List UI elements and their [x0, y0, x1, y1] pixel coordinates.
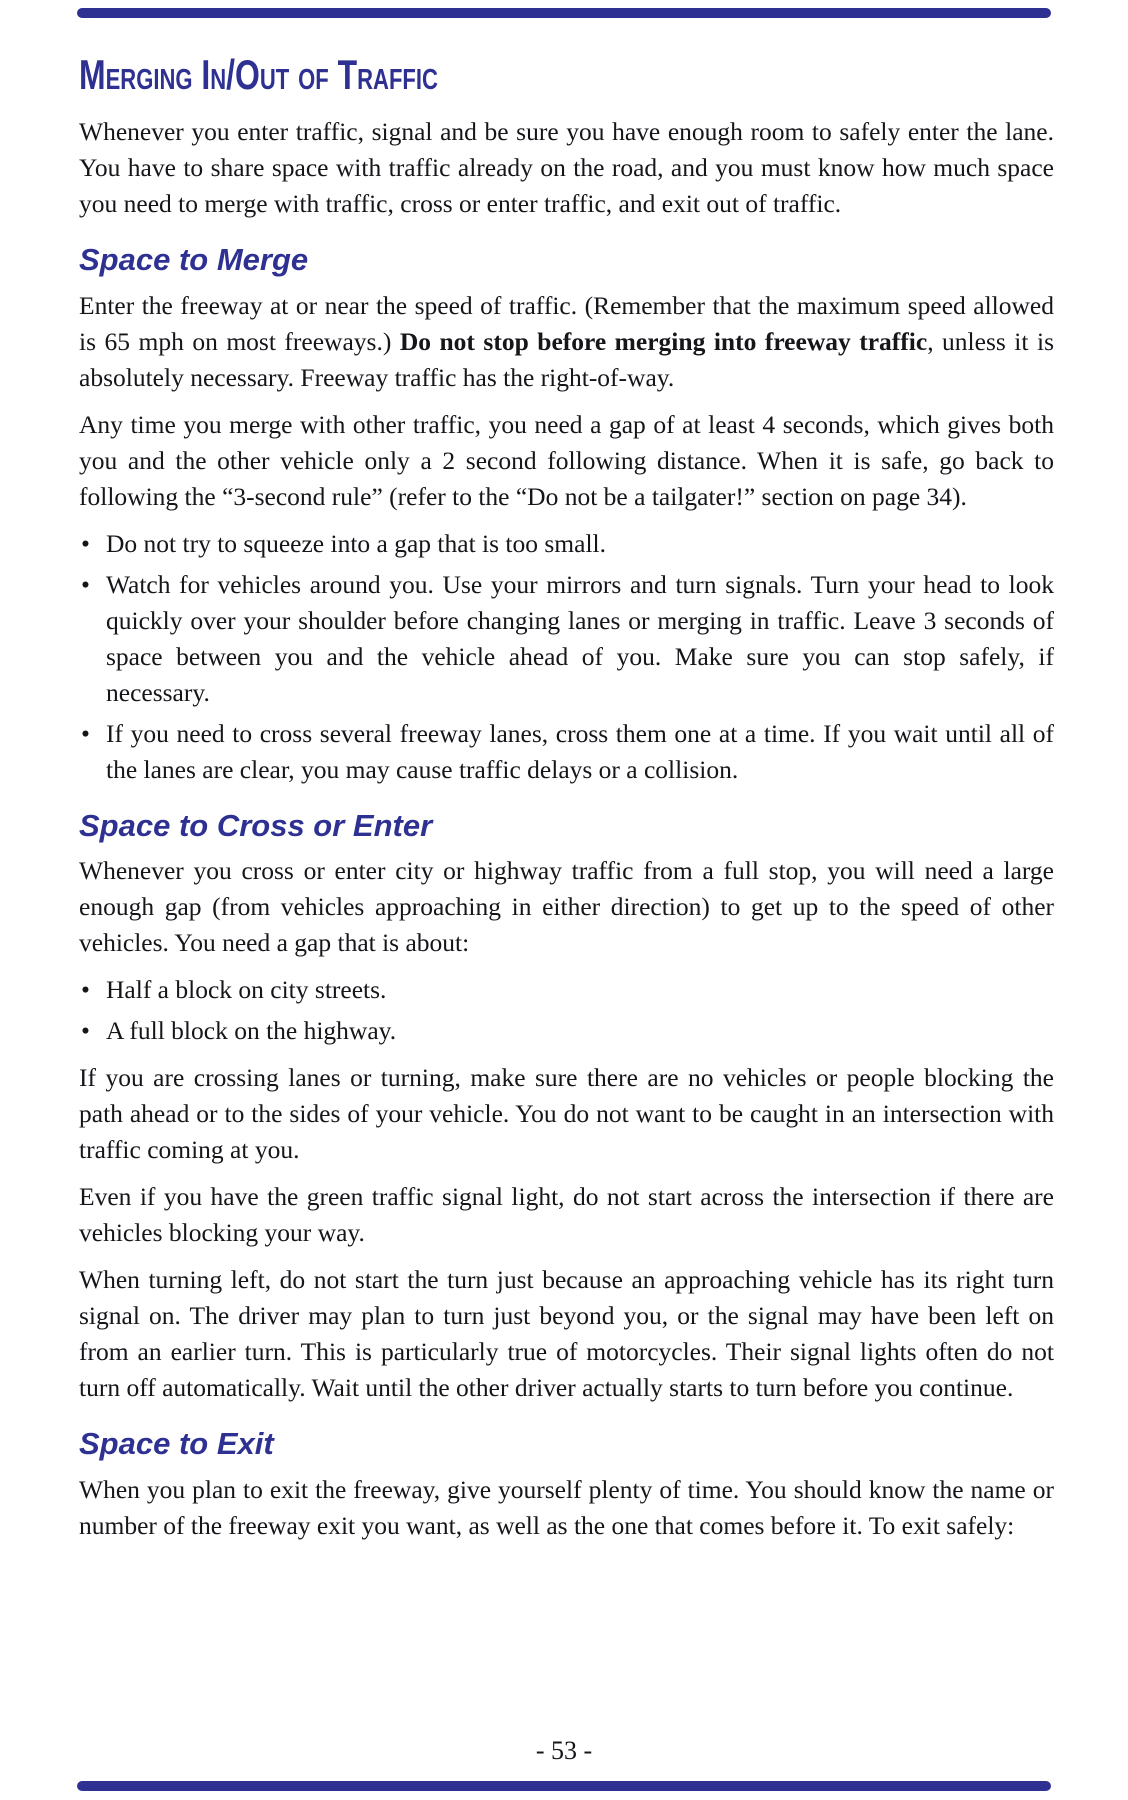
bullet-item: • A full block on the highway.: [79, 1013, 1054, 1049]
intro-paragraph: Whenever you enter traffic, signal and be sure you have enough room to safely enter the lane. You have to share space with traffic already on the road, and you must know how much space you need to merge with traffic, cross or enter traffic, and exit out of traffic.: [79, 117, 1054, 219]
bottom-border-bar: [77, 1781, 1051, 1791]
cross-bullet-list: [79, 972, 1054, 1049]
top-border-bar: [77, 8, 1051, 18]
cross-paragraph-4: When turning left, do not start the turn just because an approaching vehicle has its right turn signal on. The driver may plan to turn just beyond you, or the signal may have been left on from an earlier turn. This is particularly true of motorcycles. Their signal lights often do not turn off automatically. Wait until the other driver actually starts to turn before you continue.: [79, 1265, 1054, 1403]
cross-paragraph-2: If you are crossing lanes or turning, make sure there are no vehicles or people blocking the path ahead or to the sides of your vehicle. You do not want to be caught in an intersection with traffic coming at you.: [79, 1063, 1054, 1165]
bullet-item: • Watch for vehicles around you. Use your mirrors and turn signals. Turn your head to look quickly over your shoulder before changing lanes or merging in traffic. Leave 3 seconds of space between you and the vehicle ahead of you. Make sure you can stop safely, if necessary.: [79, 567, 1054, 711]
bullet-item: • Half a block on city streets.: [79, 972, 1054, 1008]
merge-paragraph-2: Any time you merge with other traffic, you need a gap of at least 4 seconds, which gives both you and the other vehicle only a 2 second following distance. When it is safe, go back to following the “3-second rule” (refer to the “Do not be a tailgater!” section on page 34).: [79, 409, 1054, 511]
page-content: [79, 52, 1054, 1555]
page-title: Merging In/Out of Traffic: [79, 51, 438, 98]
bullet-item: • Do not try to squeeze into a gap that is too small.: [79, 526, 1054, 562]
section-heading-space-to-exit: Space to Exit: [79, 1426, 274, 1462]
cross-paragraph-1: Whenever you cross or enter city or highway traffic from a full stop, you will need a large enough gap (from vehicles approaching in either direction) to get up to the speed of other vehicles. You need a gap that is about:: [79, 856, 1054, 958]
merge-paragraph-1: Enter the freeway at or near the speed of traffic. (Remember that the maximum speed allowed is 65 mph on most freeways.) Do not stop before merging into freeway traffic, unless it is absolutely necessary. Freeway traffic has the right-of-way.: [79, 290, 1054, 392]
bullet-item: • If you need to cross several freeway lanes, cross them one at a time. If you wait until all of the lanes are clear, you may cause traffic delays or a collision.: [79, 716, 1054, 788]
section-heading-space-to-cross-or-enter: Space to Cross or Enter: [79, 807, 433, 843]
section-heading-space-to-merge: Space to Merge: [79, 242, 309, 278]
page-number: - 53 -: [535, 1736, 593, 1765]
exit-paragraph-1: When you plan to exit the freeway, give yourself plenty of time. You should know the name or number of the freeway exit you want, as well as the one that comes before it. To exit safely:: [79, 1475, 1054, 1541]
cross-paragraph-3: Even if you have the green traffic signal light, do not start across the intersection if there are vehicles blocking your way.: [79, 1182, 1054, 1248]
merge-bullet-list: [79, 526, 1054, 788]
